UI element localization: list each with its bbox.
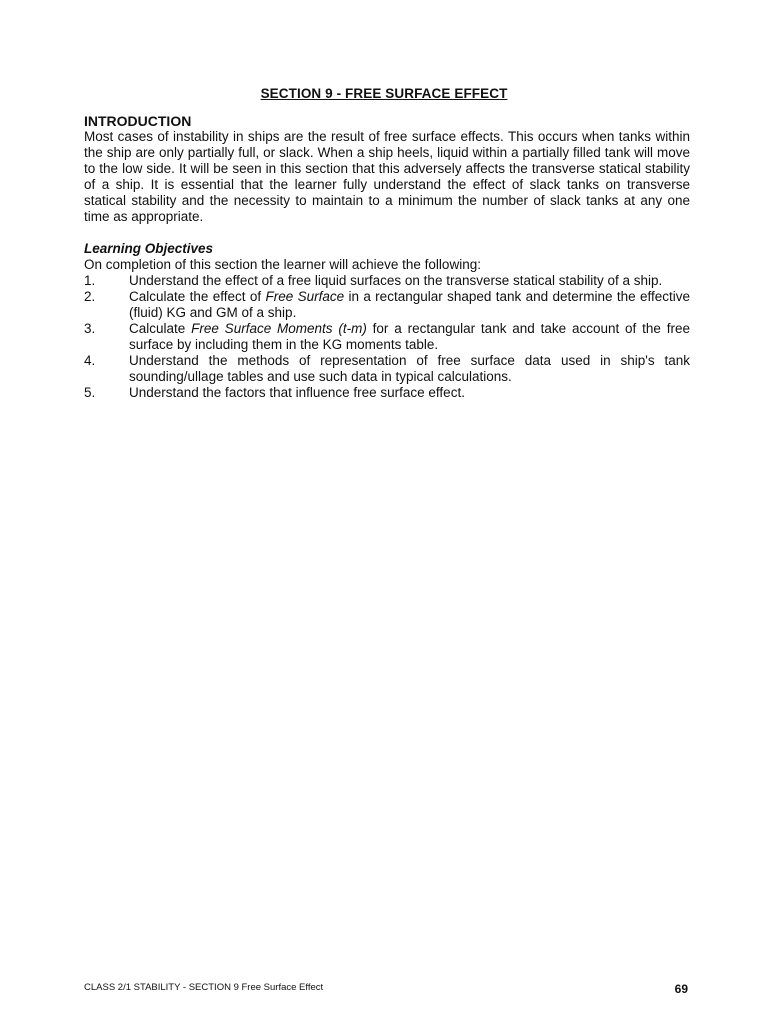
introduction-paragraph: Most cases of instability in ships are the result of free surface effects. This occurs when tanks within the ship are only partially full, or slack. When a ship heels, liquid within a partially filled tank will move to the low side. It will be seen in this section that this adversely affects the transverse statical stability of a ship. It is essential that the learner fully understand the effect of slack tanks on transverse statical stability and the necessity to maintain to a minimum the number of slack tanks at any one time as appropriate. <box>84 129 690 224</box>
objective-text <box>129 289 690 321</box>
objective-number: 5. <box>84 385 96 400</box>
objective-term: Free Surface <box>265 289 345 304</box>
objective-item-5 <box>84 385 690 401</box>
objectives-list <box>84 273 690 401</box>
objective-text-post: for a rectangular tank and take account of the free surface by including them in the KG moments table. <box>129 321 690 352</box>
objective-text-pre: Calculate <box>129 321 192 336</box>
objective-number: 2. <box>84 289 96 304</box>
objective-text-post: in a rectangular shaped tank and determine the effective (fluid) KG and GM of a ship. <box>129 289 690 320</box>
objective-text <box>129 321 690 353</box>
objective-text-pre: Calculate the effect of <box>129 289 266 304</box>
page-footer: CLASS 2/1 STABILITY - SECTION 9 Free Surface Effect <box>84 982 324 993</box>
objective-item-3 <box>84 321 690 353</box>
objective-number: 3. <box>84 321 96 336</box>
objective-text: Understand the methods of representation of free surface data used in ship's tank sounding/ullage tables and use such data in typical calculations. <box>129 353 690 384</box>
objective-term: Free Surface Moments (t-m) <box>191 321 367 336</box>
objective-item-2 <box>84 289 690 321</box>
learning-objectives-heading: Learning Objectives <box>84 241 214 256</box>
objective-item-4 <box>84 353 690 385</box>
section-title: SECTION 9 - FREE SURFACE EFFECT <box>260 86 508 101</box>
objective-item-1 <box>84 273 690 289</box>
page-number: 69 <box>674 982 688 996</box>
objective-number: 4. <box>84 353 96 368</box>
objective-number: 1. <box>84 273 96 288</box>
objective-text: Understand the effect of a free liquid surfaces on the transverse statical stability of a ship. <box>129 273 663 288</box>
learning-objectives-lead: On completion of this section the learner will achieve the following: <box>84 257 481 272</box>
objective-text: Understand the factors that influence free surface effect. <box>129 385 465 400</box>
page-content <box>84 113 690 401</box>
introduction-heading: INTRODUCTION <box>84 113 192 129</box>
